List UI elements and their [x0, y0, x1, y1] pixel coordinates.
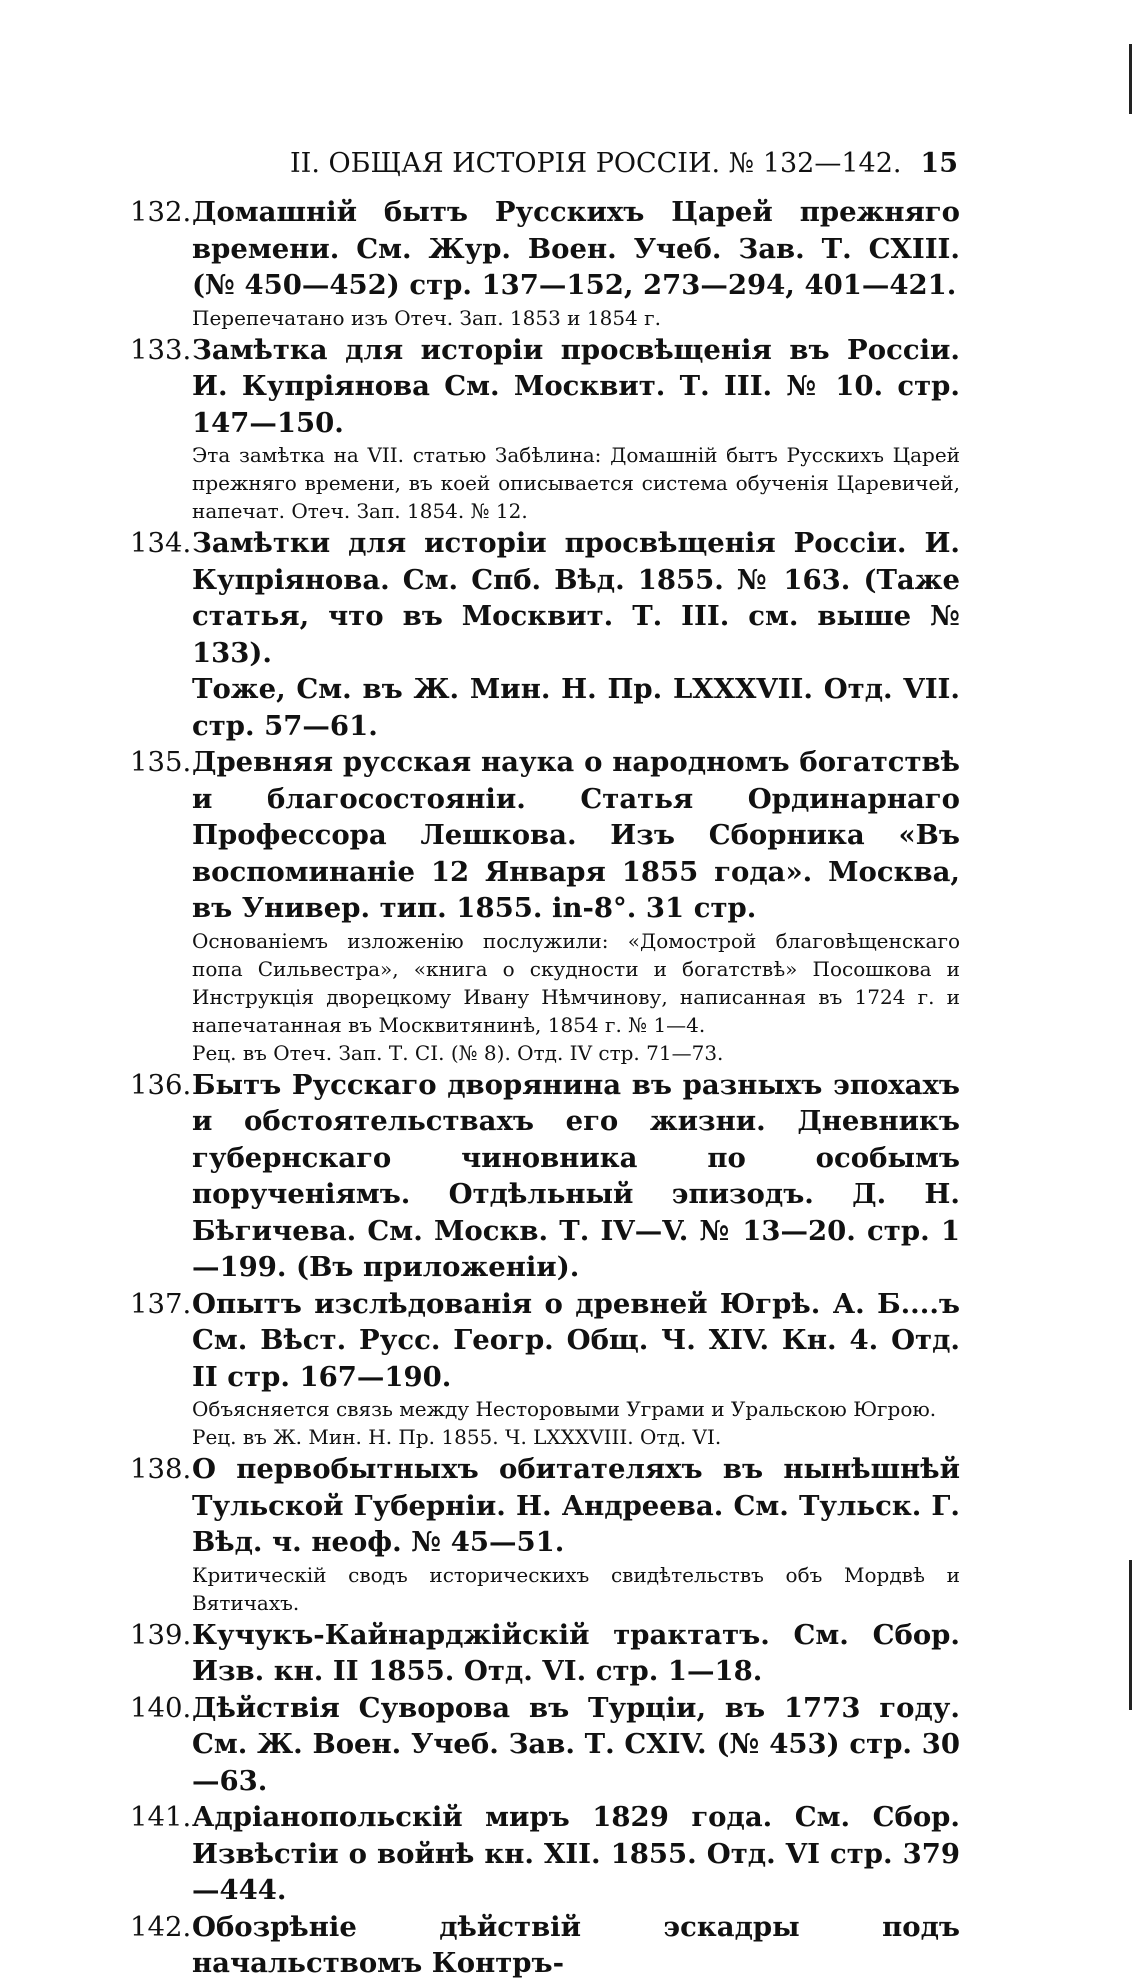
entry-text: Замѣтки для исторіи просвѣщенія Россіи. И. Купріянова. См. Спб. Вѣд. 1855. № 163. (Таже статья, что въ Москвит. Т. III. см. выше № 133). — [192, 527, 960, 669]
entry-number: 132. — [130, 196, 192, 228]
bibliography-entry — [130, 1067, 960, 1286]
entry-number: 140. — [130, 1691, 192, 1724]
bibliography-entry — [130, 1690, 960, 1800]
entry-text: Дѣйствія Суворова въ Турціи, въ 1773 году. См. Ж. Воен. Учеб. Зав. Т. CXIV. (№ 453) стр. 30—63. — [192, 1691, 960, 1797]
bibliography-entry — [130, 1451, 960, 1617]
entry-text: Кучукъ-Кайнарджійскій трактатъ. См. Сбор. Изв. кн. II 1855. Отд. VI. стр. 1—18. — [192, 1618, 960, 1687]
bibliography-entry — [130, 1799, 960, 1909]
entry-extra: Тоже, См. въ Ж. Мин. Н. Пр. LXXXVII. Отд. VII. стр. 57—61. — [192, 673, 960, 742]
running-header — [290, 148, 958, 184]
entry-review: Рец. въ Отеч. Зап. Т. CI. (№ 8). Отд. IV стр. 71—73. — [192, 1040, 724, 1065]
entry-note: Объясняется связь между Несторовыми Уграми и Уральскою Югрою. — [192, 1397, 937, 1421]
entry-text: Бытъ Русскаго дворянина въ разныхъ эпохахъ и обстоятельствахъ его жизни. Дневникъ губернскаго чиновника по особымъ порученіямъ. Отдѣльный эпизодъ. Д. Н. Бѣгичева. См. Москв. Т. IV—V. № 13—20. стр. 1—199. (Въ приложеніи). — [192, 1068, 960, 1283]
entry-number: 134. — [130, 527, 192, 559]
entry-note: Перепечатано изъ Отеч. Зап. 1853 и 1854 г. — [192, 305, 661, 330]
entry-text: О первобытныхъ обитателяхъ въ нынѣшнѣй Тульской Губерніи. Н. Андреева. См. Тульск. Г. Вѣд. ч. неоф. № 45—51. — [192, 1453, 960, 1558]
bibliography-entry — [130, 194, 960, 332]
entry-number: 133. — [130, 333, 192, 366]
entry-note: Критическій сводъ историческихъ свидѣтельствъ объ Мордвѣ и Вятичахъ. — [192, 1562, 960, 1615]
bibliography-entry — [130, 1286, 960, 1452]
bibliography-entry — [130, 332, 960, 526]
entry-note: Эта замѣтка на VII. статью Забѣлина: Домашній бытъ Русскихъ Царей прежняго времени, въ коей описывается система обученія Царевичей, напечат. Отеч. Зап. 1854. № 12. — [192, 443, 960, 523]
entry-text: Древняя русская наука о народномъ богатствѣ и благосостояніи. Статья Ординарнаго Профессора Лешкова. Изъ Сборника «Въ воспоминаніе 12 Января 1855 года». Москва, въ Универ. тип. 1855. in-8°. 31 стр. — [192, 746, 960, 924]
bibliography-entry — [130, 1617, 960, 1690]
entry-number: 137. — [130, 1287, 192, 1320]
bibliography-entry — [130, 525, 960, 744]
entry-number: 141. — [130, 1801, 192, 1833]
entry-text: Домашній бытъ Русскихъ Царей прежняго времени. См. Жур. Воен. Учеб. Зав. Т. CXIII. (№ 450—452) стр. 137—152, 273—294, 401—421. — [192, 196, 960, 301]
page-number: 15 — [920, 148, 958, 179]
entry-note: Основаніемъ изложенію послужили: «Домострой благовѣщенскаго попа Сильвестра», «книга о скудности и богатствѣ» Посошкова и Инструкція дворецкому Ивану Нѣмчинову, написанная въ 1724 г. и напечатанная въ Москвитянинѣ, 1854 г. № 1—4. — [192, 928, 960, 1037]
entry-number: 138. — [130, 1453, 192, 1485]
entry-text: Обозрѣніе дѣйствій эскадры подъ начальствомъ Контръ- — [192, 1910, 960, 1979]
entry-number: 135. — [130, 746, 192, 778]
entry-text: Замѣтка для исторіи просвѣщенія въ Россіи. И. Купріянова См. Москвит. Т. III. № 10. стр. 147—150. — [192, 333, 960, 439]
bibliography-entry — [130, 1909, 960, 1982]
entry-number: 136. — [130, 1068, 192, 1101]
entry-text: Опытъ изслѣдованія о древней Югрѣ. А. Б....ъ См. Вѣст. Русс. Геогр. Общ. Ч. XIV. Кн. 4. Отд. II стр. 167—190. — [192, 1287, 960, 1393]
entry-review: Рец. въ Ж. Мин. Н. Пр. 1855. Ч. LXXXVIII. Отд. VI. — [192, 1425, 722, 1449]
entry-number: 139. — [130, 1618, 192, 1651]
page-edge-mark — [1129, 44, 1132, 114]
entry-text: Адріанопольскій миръ 1829 года. См. Сбор. Извѣстіи о войнѣ кн. XII. 1855. Отд. VI стр. 379—444. — [192, 1801, 960, 1906]
section-title: II. ОБЩАЯ ИСТОРІЯ РОССІИ. № 132—142. — [290, 148, 902, 179]
bibliography-entry — [130, 744, 960, 1067]
entry-number: 142. — [130, 1910, 192, 1943]
entry-list — [130, 194, 960, 1982]
page-edge-mark — [1129, 1560, 1132, 1710]
